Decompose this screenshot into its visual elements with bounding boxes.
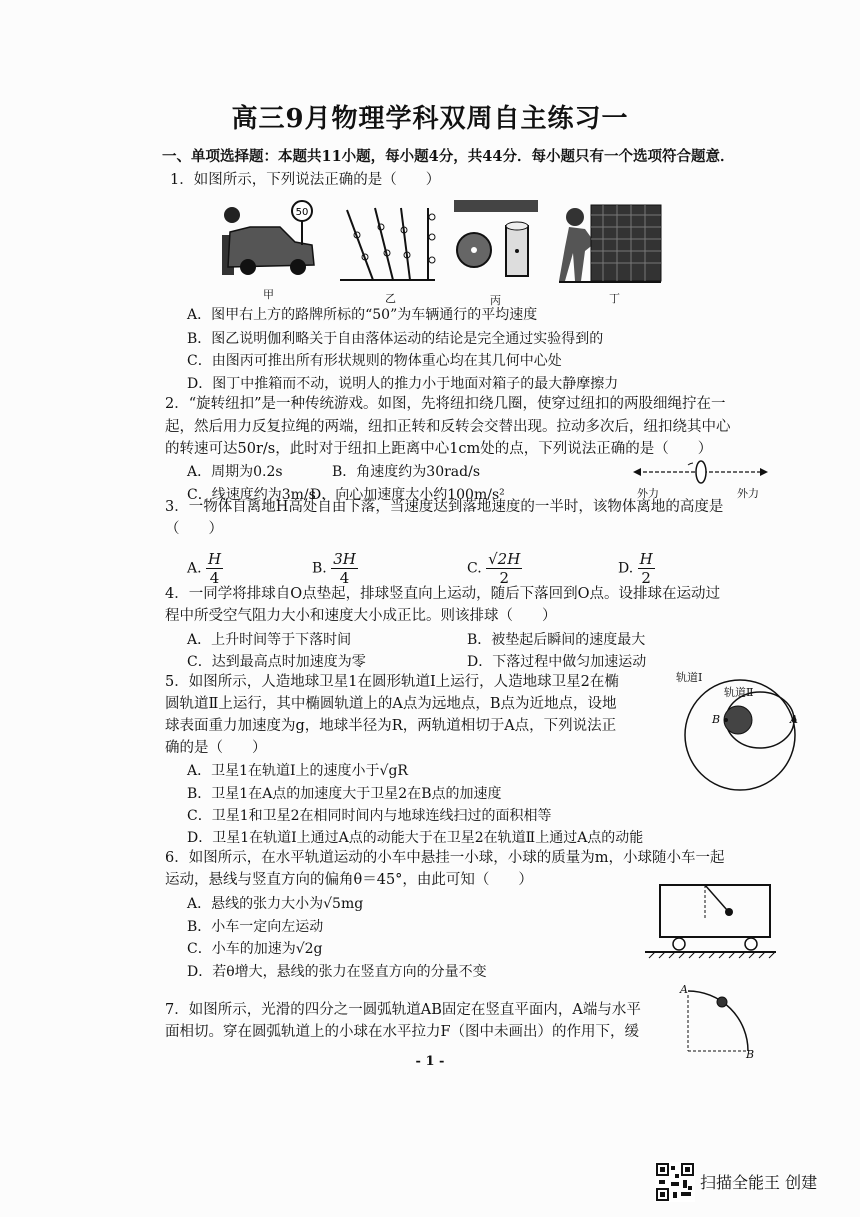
q2-line1: 2．“旋转纽扣”是一种传统游戏。如图，先将纽扣绕几圈，使穿过纽扣的两股细绳拧在一 — [165, 396, 726, 412]
q7-point-b: B — [746, 1048, 755, 1061]
qr-code-icon — [655, 1162, 695, 1202]
q5-orbit2-label: 轨道Ⅱ — [724, 686, 754, 699]
q4-option-a: A．上升时间等于下落时间 — [187, 632, 352, 648]
q2-line3: 的转速可达50r/s，此时对于纽扣上距离中心1cm处的点，下列说法正确的是（ ） — [165, 441, 713, 457]
q2-button-figure — [633, 460, 768, 484]
q5-line1: 5．如图所示，人造地球卫星1在圆形轨道Ⅰ上运行，人造地球卫星2在椭 — [165, 674, 619, 690]
q7-point-a: A — [680, 983, 688, 996]
q5-option-a: A．卫星1在轨道Ⅰ上的速度小于√gR — [187, 763, 408, 779]
q1-figure-car — [220, 197, 320, 282]
q4-line2: 程中所受空气阻力大小和速度大小成正比。则该排球（ ） — [165, 608, 557, 624]
q7-line1: 7．如图所示，光滑的四分之一圆弧轨道AB固定在竖直平面内，A端与水平 — [165, 1002, 641, 1018]
q5-option-d: D．卫星1在轨道Ⅰ上通过A点的动能大于在卫星2在轨道Ⅱ上通过A点的动能 — [187, 830, 644, 846]
q3-option-c: C. $\frac{√2H}{2}$ — [467, 550, 521, 587]
q4-option-c: C．达到最高点时加速度为零 — [187, 654, 366, 670]
q1-caption-ding: 丁 — [609, 292, 620, 305]
q3-option-d: D. $\frac{H}{2}$ — [618, 550, 653, 587]
q1-figure-objects — [452, 198, 542, 286]
q6-line1: 6．如图所示，在水平轨道运动的小车中悬挂一小球，小球的质量为m，小球随小车一起 — [165, 850, 725, 866]
q3-option-b: B. $\frac{3H}{4}$ — [312, 550, 356, 587]
q5-line4: 确的是（ ） — [165, 740, 267, 756]
q1-figure-inclines — [335, 205, 440, 285]
page-number: - 1 - — [415, 1054, 445, 1069]
scanner-watermark: 扫描全能王 创建 — [700, 1173, 818, 1192]
q2-line2: 起，然后用力反复拉绳的两端，纽扣正转和反转会交替出现。拉动多次后，纽扣绕其中心 — [165, 419, 731, 435]
q5-orbit1-label: 轨道Ⅰ — [676, 671, 703, 684]
q5-point-b: B — [712, 713, 721, 726]
q1-option-c: C．由图丙可推出所有形状规则的物体重心均在其几何中心处 — [187, 353, 562, 369]
q1-option-d: D．图丁中推箱而不动，说明人的推力小于地面对箱子的最大静摩擦力 — [187, 376, 619, 392]
q2-option-a: A．周期为0.2s — [187, 464, 283, 480]
q4-option-d: D．下落过程中做匀加速运动 — [467, 654, 647, 670]
q1-figure-push-box — [555, 203, 665, 285]
q6-option-c: C．小车的加速为√2g — [187, 941, 323, 957]
q6-option-b: B．小车一定向左运动 — [187, 919, 324, 935]
q5-point-a: A — [790, 713, 798, 726]
q2-force-right: 外力 — [737, 487, 759, 500]
page-title: 高三9月物理学科双周自主练习一 — [231, 104, 629, 134]
q4-option-b: B．被垫起后瞬间的速度最大 — [467, 632, 646, 648]
q2-option-d: D．向心加速度大小约100m/s² — [310, 487, 505, 503]
q5-option-c: C．卫星1和卫星2在相同时间内与地球连线扫过的面积相等 — [187, 808, 552, 824]
q3-line2: （ ） — [165, 521, 223, 537]
q1-caption-yi: 乙 — [385, 292, 396, 305]
section-heading: 一、单项选择题：本题共11小题，每小题4分，共44分．每小题只有一个选项符合题意． — [162, 148, 735, 165]
q2-option-c: C．线速度约为3m/s — [187, 487, 316, 503]
q5-option-b: B．卫星1在A点的加速度大于卫星2在B点的加速度 — [187, 786, 502, 802]
q5-line3: 球表面重力加速度为g，地球半径为R，两轨道相切于A点，下列说法正 — [165, 718, 617, 734]
q1-caption-bing: 丙 — [490, 294, 501, 307]
q2-option-b: B．角速度约为30rad/s — [332, 464, 481, 480]
q1-stem: 1．如图所示，下列说法正确的是（ ） — [170, 172, 441, 188]
q1-option-b: B．图乙说明伽利略关于自由落体运动的结论是完全通过实验得到的 — [187, 331, 604, 347]
q3-option-a: A. $\frac{H}{4}$ — [187, 550, 222, 587]
q1-option-a: A．图甲右上方的路牌所标的“50”为车辆通行的平均速度 — [187, 307, 538, 323]
q1-caption-jia: 甲 — [263, 288, 274, 301]
q6-line2: 运动，悬线与竖直方向的偏角θ＝45°，由此可知（ ） — [165, 872, 533, 888]
q6-option-a: A．悬线的张力大小为√5mg — [187, 896, 364, 912]
q6-cart-figure — [643, 882, 778, 962]
q4-line1: 4．一同学将排球自O点垫起，排球竖直向上运动，随后下落回到O点。设排球在运动过 — [165, 586, 720, 602]
q5-line2: 圆轨道Ⅱ上运行，其中椭圆轨道上的A点为远地点，B点为近地点，设地 — [165, 696, 617, 712]
q7-line2: 面相切。穿在圆弧轨道上的小球在水平拉力F（图中未画出）的作用下，缓 — [165, 1024, 640, 1040]
q6-option-d: D．若θ增大，悬线的张力在竖直方向的分量不变 — [187, 964, 487, 980]
speed-sign-text: 50 — [295, 207, 309, 218]
q2-force-left: 外力 — [637, 487, 659, 500]
q3-line1: 3．一物体自离地H高处自由下落，当速度达到落地速度的一半时，该物体离地的高度是 — [165, 499, 724, 515]
